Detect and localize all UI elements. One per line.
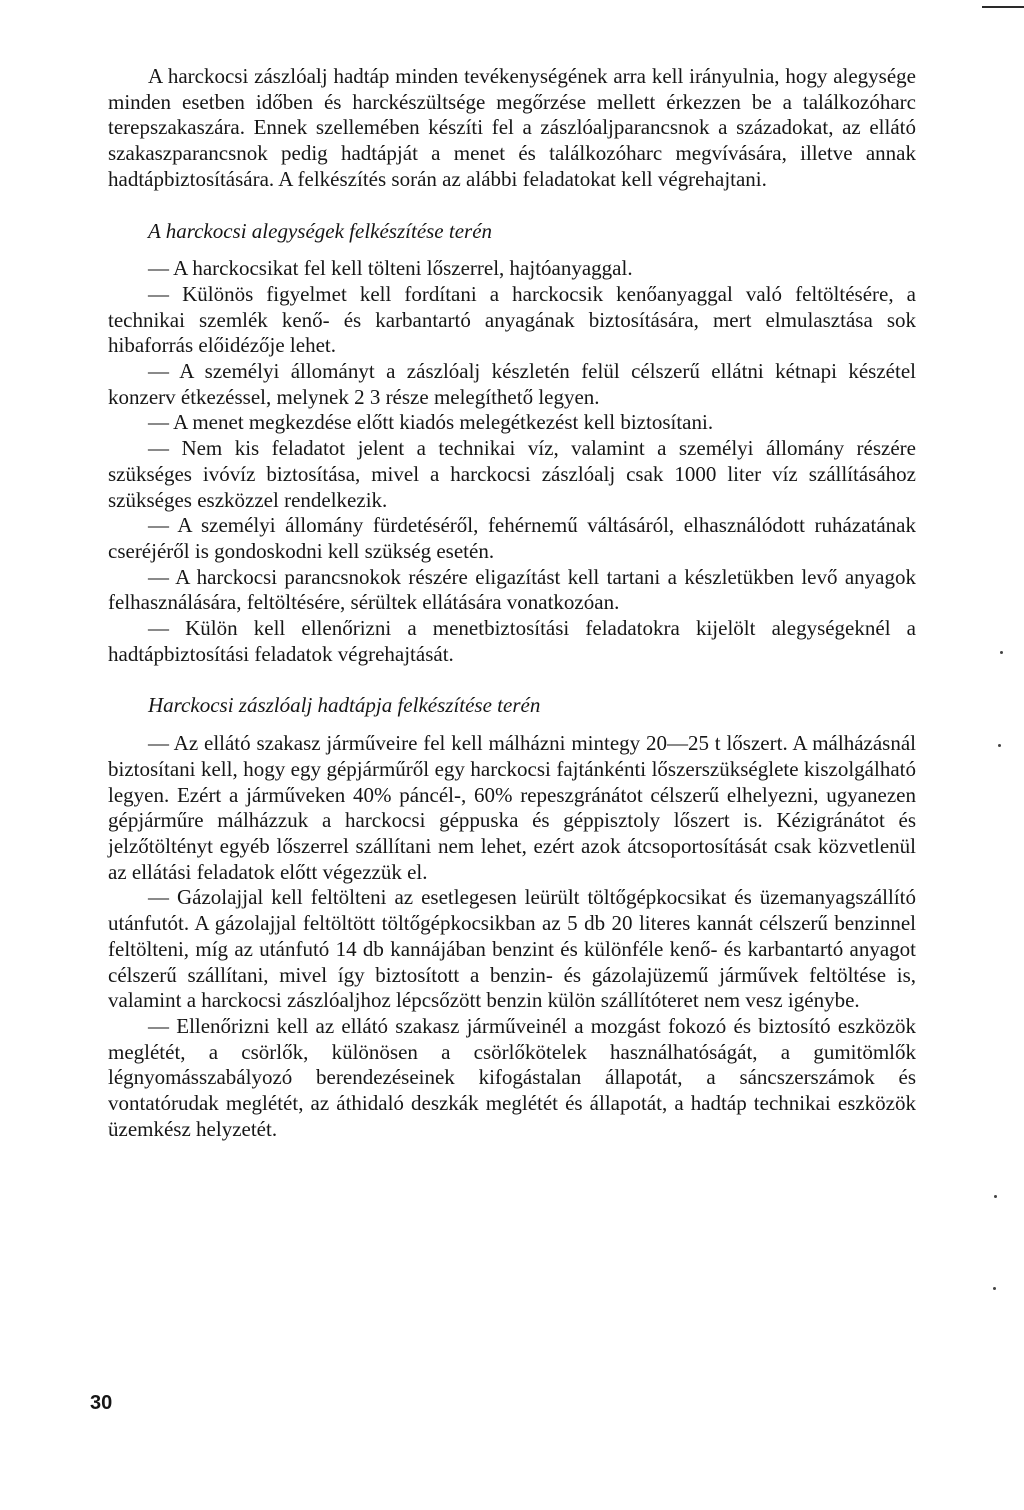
list-item: — A személyi állományt a zászlóalj készletén felül célszerű ellátni kétnapi készétel konzerv étkezéssel, melynek 2 3 része melegíthető legyen. bbox=[108, 359, 916, 409]
section-heading-1: A harckocsi alegységek felkészítése terén bbox=[148, 218, 493, 243]
list-item: — Nem kis feladatot jelent a technikai víz, valamint a személyi állomány részére szükséges ivóvíz biztosítása, mivel a harckocsi zászlóalj csak 1000 liter víz szállításához szükséges eszközzel rendelkezik. bbox=[108, 436, 916, 512]
scan-edge-mark bbox=[982, 6, 1024, 8]
intro-paragraph: A harckocsi zászlóalj hadtáp minden tevékenységének arra kell irányulnia, hogy alegysége minden esetben időben és harckészültsége megőrzése mellett érkezzen be a találkozóharc terepszakaszára. Ennek szellemében készíti fel a zászlóaljparancsnok a századokat, az ellátó szakaszparancsnok pedig hadtápját a menet és találkozóharc megvívására, illetve annak hadtápbiztosítására. A felkészítés során az alábbi feladatokat kell végrehajtani. bbox=[108, 64, 916, 191]
scan-speck bbox=[1000, 651, 1003, 654]
list-item: — A harckocsi parancsnokok részére eligazítást kell tartani a készletükben levő anyagok felhasználására, feltöltésére, sérültek ellátására vonatkozóan. bbox=[108, 564, 916, 615]
list-item: — Különös figyelmet kell fordítani a harckocsik kenőanyaggal való feltöltésére, a technikai szemlék kenő- és karbantartó anyagának biztosítására, mert elmulasztása sok hibaforrás előidézője lehet. bbox=[108, 281, 916, 358]
list-item: — A személyi állomány fürdetéséről, fehérnemű váltásáról, elhasználódott ruházatának cseréjéről is gondoskodni kell szükség esetén. bbox=[108, 513, 916, 563]
body-text bbox=[108, 64, 916, 1142]
list-item: — Gázolajjal kell feltölteni az esetlegesen leürült töltőgépkocsikat és üzemanyagszállító utánfutót. A gázolajjal feltöltött töltőgépkocsikban az 5 db 20 literes kannát célszerű benzinnel feltölteni, míg az utánfutó 14 db kannájában benzint és különféle kenő- és karbantartó anyagot célszerű szállítani, mivel így biztosított a benzin- és gázolajüzemű járművek feltöltése is, valamint a harckocsi zászlóaljhoz lépcsőzött benzin külön szállítóteret nem vesz igénybe. bbox=[108, 885, 916, 1013]
page-number: 30 bbox=[90, 1392, 113, 1414]
scan-speck bbox=[998, 744, 1001, 747]
list-item: — Külön kell ellenőrizni a menetbiztosítási feladatokra kijelölt alegységeknél a hadtápbiztosítási feladatok végrehajtását. bbox=[108, 616, 916, 666]
list-item: — Az ellátó szakasz járműveire fel kell málházni mintegy 20—25 t lőszert. A málházásnál biztosítani kell, hogy egy gépjárműről egy harckocsi fajtánkénti lőszerszükséglete kiszolgálható legyen. Ezért a járműveken 40% páncél-, 60% repeszgránátot célszerű elhelyezni, ugyanezen gépjárműre málházzuk a harckocsi géppuska és géppisztoly lőszert is. Kézigránátot és jelzőtöltényt egyéb lőszerrel szállítani nem lehet, ezért azok átcsoportosítását csak közvetlenül az ellátási feladatok előtt végezzük el. bbox=[108, 731, 916, 884]
list-item: — Ellenőrizni kell az ellátó szakasz járműveinél a mozgást fokozó és biztosító eszközök meglétét, a csörlők, különösen a csörlőkötelek használhatóságát, a gumitömlők légnyomásszabályozó berendezéseinek kifogástalan állapotát, a sáncszerszámok és vontatórudak meglétét, az áthidaló deszkák meglétét és állapotát, a hadtáp technikai eszközök üzemkész helyzetét. bbox=[108, 1013, 916, 1141]
list-item: — A harckocsikat fel kell tölteni lőszerrel, hajtóanyaggal. bbox=[148, 256, 633, 281]
scan-speck bbox=[994, 1195, 997, 1198]
scan-speck bbox=[993, 1287, 996, 1290]
list-item: — A menet megkezdése előtt kiadós melegétkezést kell biztosítani. bbox=[148, 410, 714, 435]
section-heading-2: Harckocsi zászlóalj hadtápja felkészítése terén bbox=[148, 693, 541, 718]
